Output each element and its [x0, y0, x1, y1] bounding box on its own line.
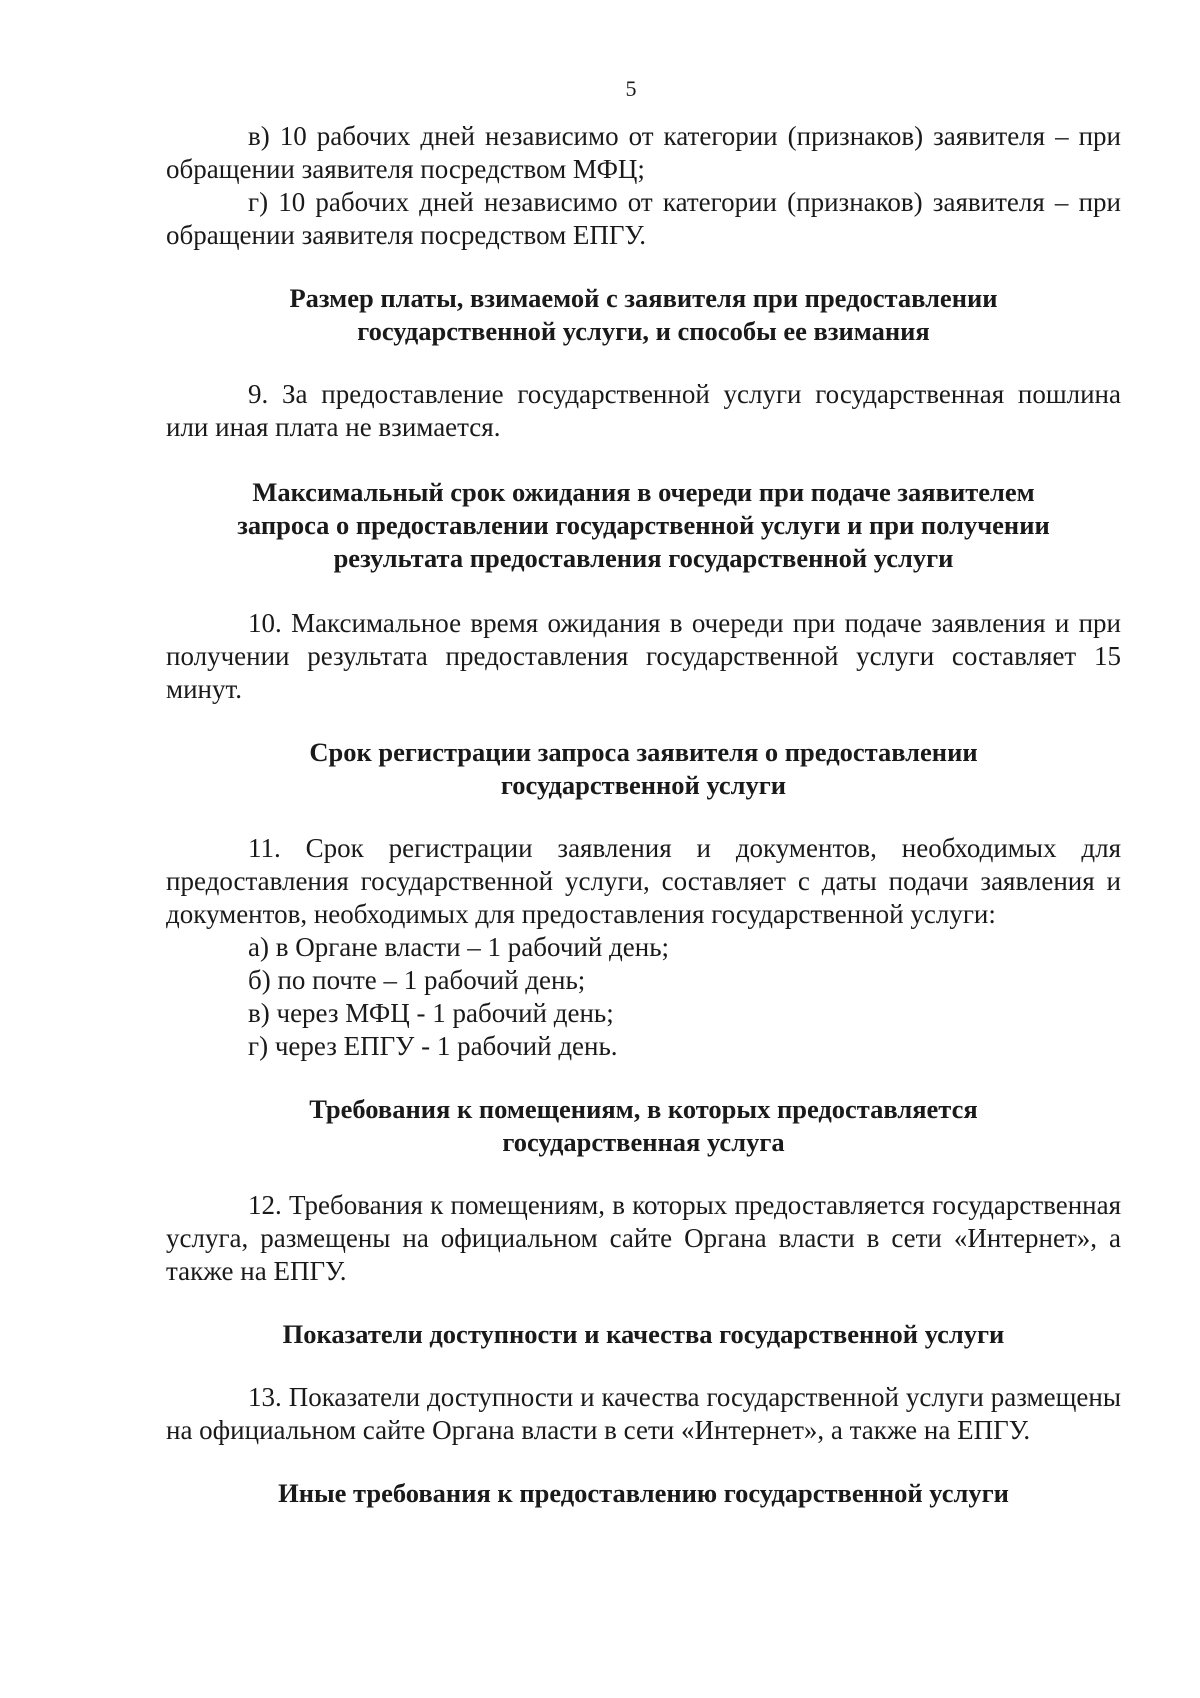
section-heading-rooms-cont: государственная услуга [502, 1127, 785, 1157]
paragraph-9: 9. За предоставление государственной услуги государственная пошлина или иная плата не взимается. [166, 379, 1121, 442]
section-heading-fee: Размер платы, взимаемой с заявителя при предоставлении [289, 283, 998, 313]
section-heading-fee-cont: государственной услуги, и способы ее взимания [357, 316, 930, 346]
section-heading-registration: Срок регистрации запроса заявителя о предоставлении [309, 737, 978, 767]
section-heading-queue-cont: запроса о предоставлении государственной услуги и при получении [237, 510, 1050, 540]
list-item: в) через МФЦ - 1 рабочий день; [248, 998, 614, 1028]
document-body [166, 120, 1121, 1510]
section-heading-registration-cont: государственной услуги [500, 770, 787, 800]
section-heading-queue-cont-2: результата предоставления государственной услуги [333, 543, 954, 573]
page-number: 5 [625, 76, 637, 101]
paragraph-11: 11. Срок регистрации заявления и документов, необходимых для предоставления государственной услуги, составляет с даты подачи заявления и документов, необходимых для предоставления государственной услуги: [166, 833, 1121, 929]
section-heading-quality: Показатели доступности и качества государственной услуги [282, 1319, 1005, 1349]
section-heading-queue: Максимальный срок ожидания в очереди при подаче заявителем [252, 477, 1035, 507]
list-item: а) в Органе власти – 1 рабочий день; [248, 932, 670, 962]
paragraph-10: 10. Максимальное время ожидания в очереди при подаче заявления и при получении результата предоставления государственной услуги составляет 15 минут. [166, 608, 1121, 704]
paragraph-12: 12. Требования к помещениям, в которых предоставляется государственная услуга, размещены на официальном сайте Органа власти в сети «Интернет», а также на ЕПГУ. [166, 1190, 1121, 1286]
section-heading-rooms: Требования к помещениям, в которых предоставляется [309, 1094, 978, 1124]
list-item-g: г) 10 рабочих дней независимо от категории (признаков) заявителя – при обращении заявителя посредством ЕПГУ. [166, 187, 1121, 250]
list-item: г) через ЕПГУ - 1 рабочий день. [248, 1031, 618, 1061]
section-heading-other: Иные требования к предоставлению государственной услуги [278, 1478, 1009, 1508]
paragraph-13: 13. Показатели доступности и качества государственной услуги размещены на официальном сайте Органа власти в сети «Интернет», а также на ЕПГУ. [166, 1382, 1121, 1445]
list-item-v: в) 10 рабочих дней независимо от категории (признаков) заявителя – при обращении заявителя посредством МФЦ; [166, 121, 1121, 184]
list-item: б) по почте – 1 рабочий день; [248, 965, 586, 995]
